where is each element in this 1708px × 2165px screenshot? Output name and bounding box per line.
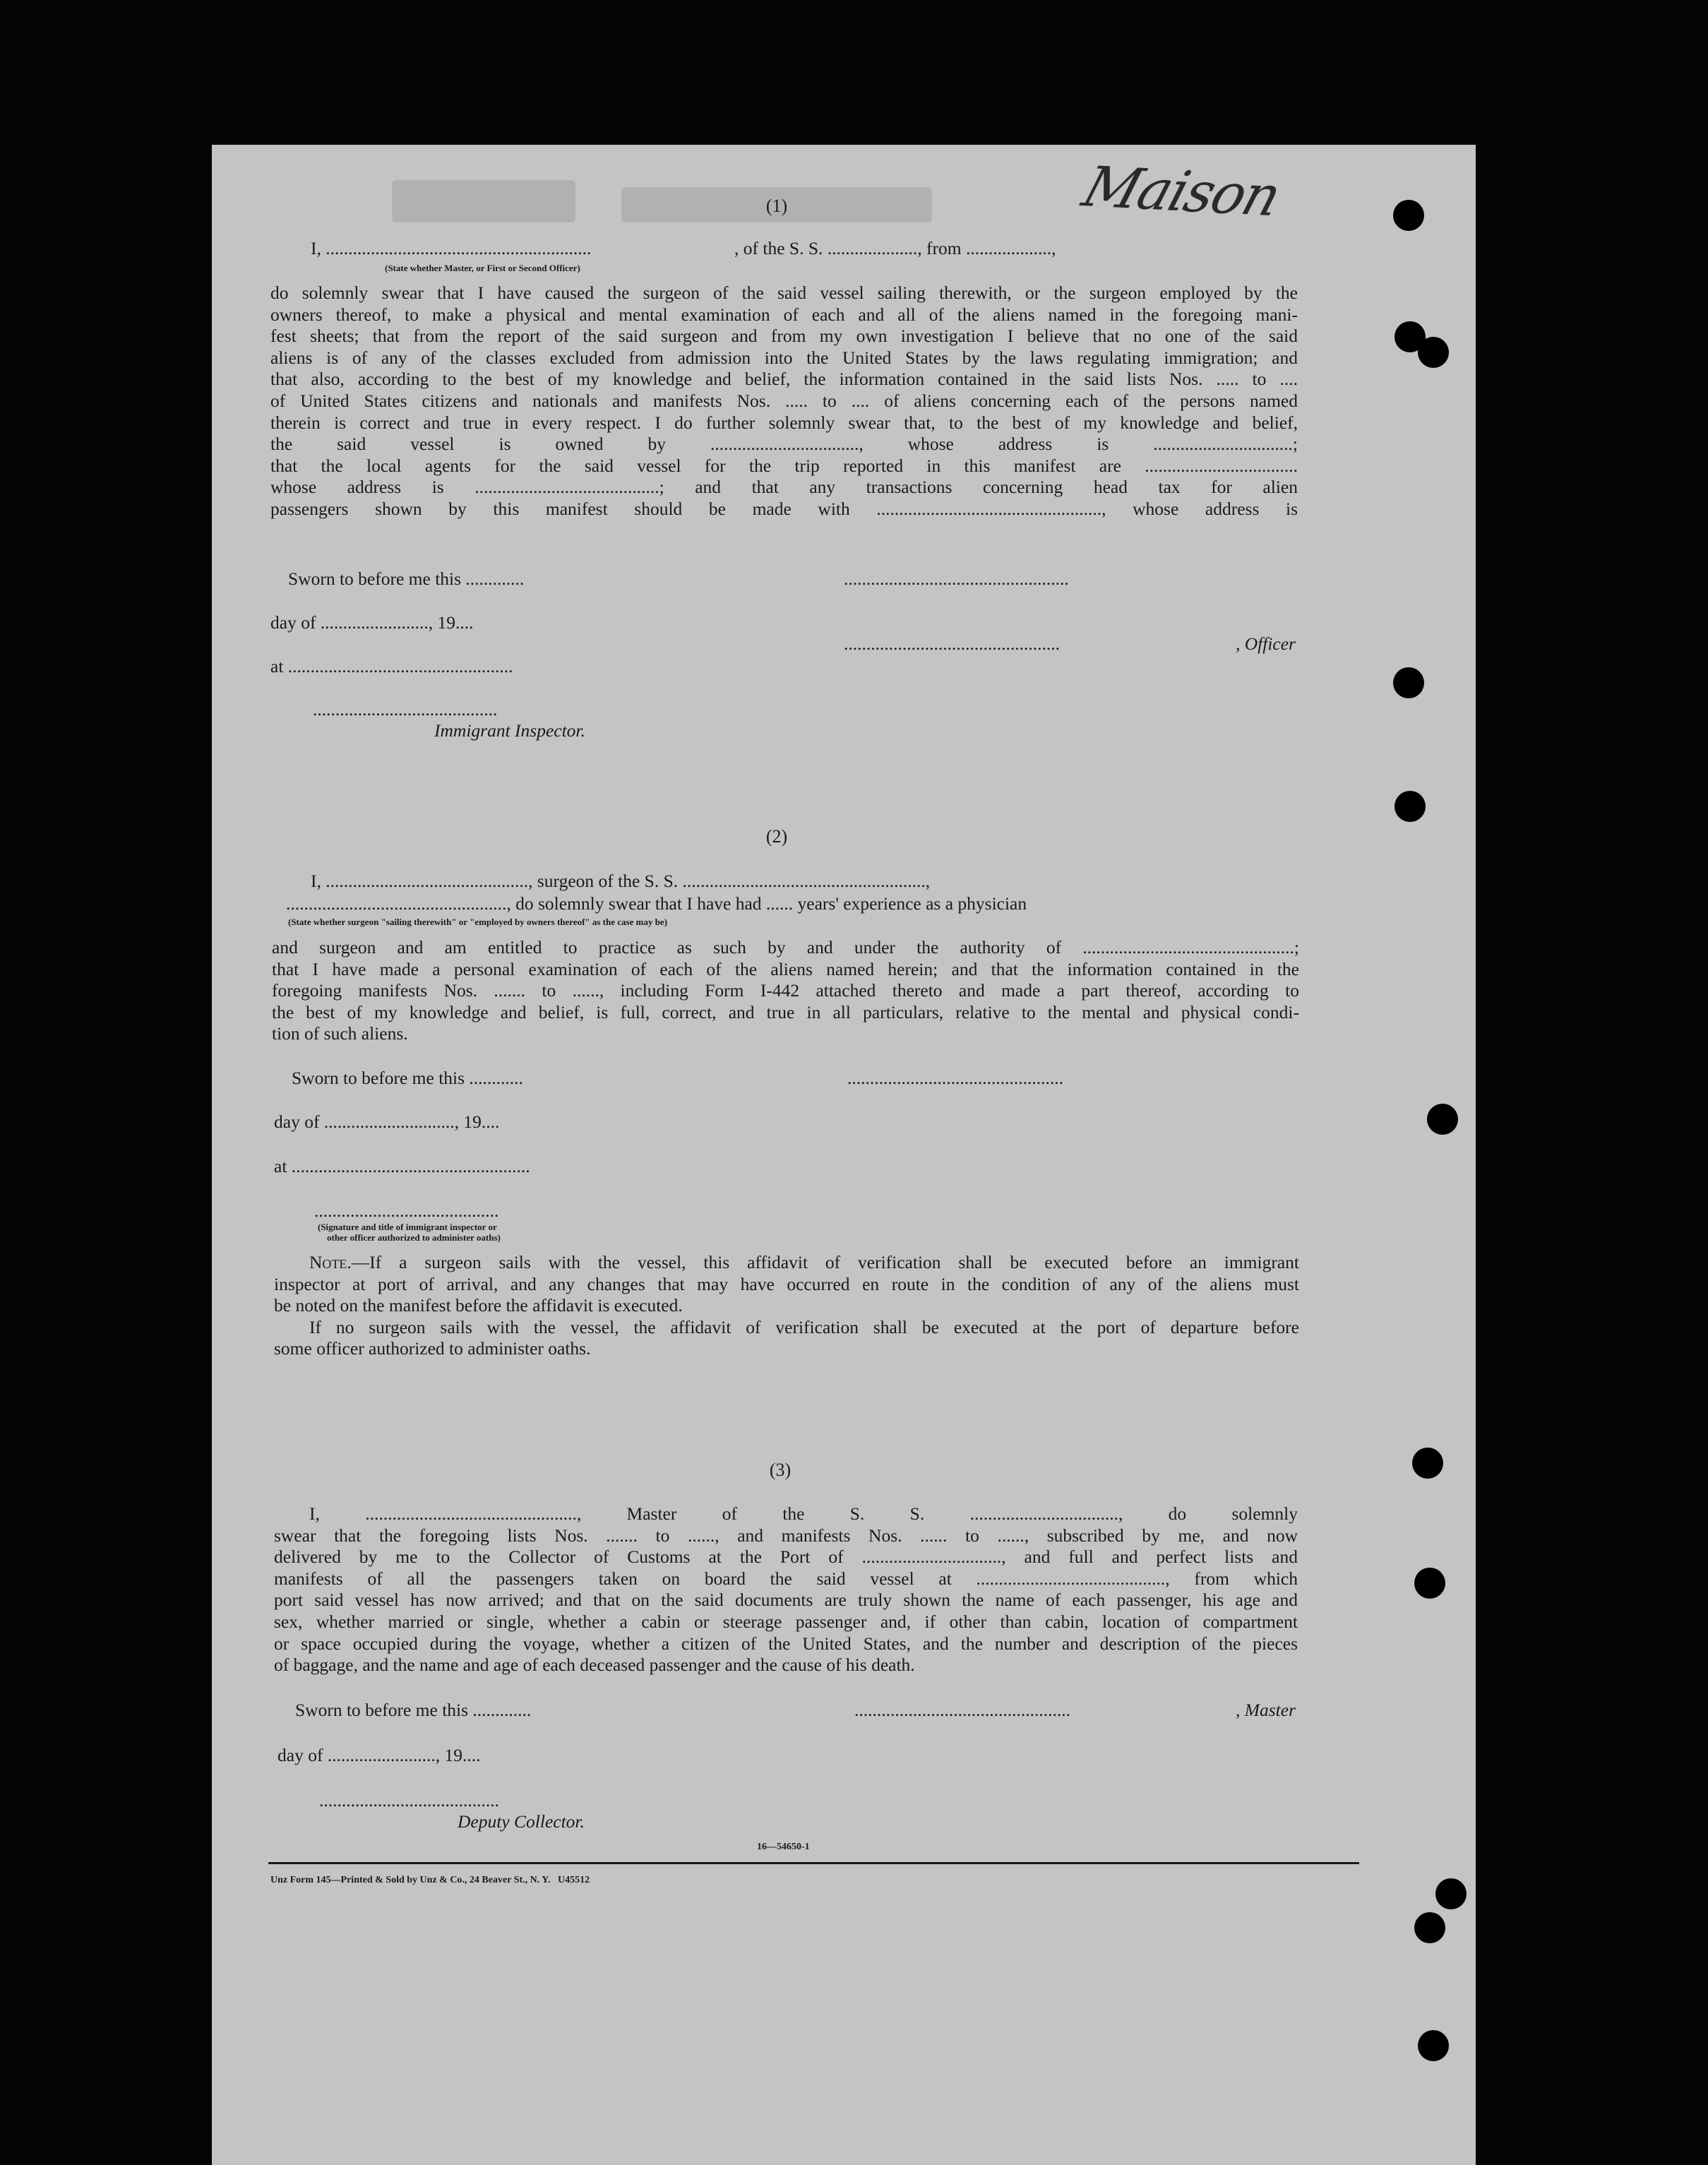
document-page: [212, 145, 1476, 2165]
s3-body-line: or space occupied during the voyage, whether a citizen of the United States, and the number and description of the pieces: [274, 1633, 1298, 1654]
s2-line2: ................................................., do solemnly swear that I have had ...... years' experience as a physician: [286, 893, 1027, 914]
s1-body: [270, 282, 1298, 520]
s3-body-line: sex, whether married or single, whether a cabin or steerage passenger and, if other than cabin, location of compartment: [274, 1611, 1298, 1632]
s1-subcaption: (State whether Master, or First or Second Officer): [385, 263, 580, 273]
s1-officer-dots: ................................................: [844, 633, 1060, 654]
section-2-number: (2): [765, 826, 788, 847]
s1-sworn: Sworn to before me this .............: [288, 568, 525, 589]
s1-body-line: aliens is of any of the classes excluded from admission into the United States by the laws regulating immigration; and: [270, 347, 1298, 368]
s1-officer-label: , Officer: [1236, 633, 1296, 654]
s2-inspector-note: other officer authorized to administer oaths): [327, 1232, 501, 1243]
s3-body-line: port said vessel has now arrived; and that on the said documents are truly shown the name of each passenger, his age and: [274, 1590, 1298, 1611]
s2-body-line: the best of my knowledge and belief, is full, correct, and true in all particulars, relative to the mental and physical condi-: [272, 1001, 1299, 1022]
s1-signature-dots: ..................................................: [844, 568, 1069, 589]
s1-body-line: the said vessel is owned by ................................., whose address is ...............................;: [270, 434, 1298, 455]
section-3-number: (3): [769, 1460, 792, 1480]
punch-hole: [1427, 1104, 1458, 1135]
s2-line1: I, ............................................., surgeon of the S. S. ......................................................,: [311, 871, 931, 891]
punch-hole: [1414, 1568, 1445, 1599]
s1-line1-left: I, ...........................................................: [311, 238, 592, 258]
s2-at: at .....................................................: [274, 1156, 530, 1176]
s1-body-line: that the local agents for the said vessel for the trip reported in this manifest are ..................................: [270, 455, 1298, 476]
s3-body-line: I, ..............................................., Master of the S. S. ................................., do solemnly: [309, 1503, 1298, 1524]
s1-line1-right: , of the S. S. ...................., from ...................,: [734, 238, 1056, 258]
handwritten-name: Maison: [1075, 155, 1288, 229]
s2-note2-line: If no surgeon sails with the vessel, the affidavit of verification shall be executed at the port of departure before: [309, 1316, 1299, 1337]
s3-master-dots: ................................................: [854, 1700, 1070, 1720]
punch-hole: [1414, 1912, 1445, 1943]
s1-day: day of ........................, 19....: [270, 612, 474, 633]
note-text: —If a surgeon sails with the vessel, this affidavit of verification shall be executed before an immigrant: [351, 1252, 1299, 1272]
s2-body: [272, 937, 1299, 1045]
s2-day: day of ............................., 19....: [274, 1111, 500, 1132]
s2-note-line: inspector at port of arrival, and any changes that may have occurred en route in the condition of any of the aliens must: [274, 1273, 1299, 1294]
s3-day: day of ........................, 19....: [277, 1745, 481, 1765]
s1-body-line: that also, according to the best of my knowledge and belief, the information contained in the said lists Nos. ..... to ....: [270, 369, 1298, 390]
bleed-smudge: [392, 180, 575, 222]
s2-subcaption: (State whether surgeon "sailing therewith" or "employed by owners thereof" as the case may be): [288, 917, 668, 927]
s1-body-line: passengers shown by this manifest should be made with .................................................., whose address is: [270, 498, 1298, 519]
s1-body-line: whose address is .........................................; and that any transactions concerning head tax for alien: [270, 477, 1298, 498]
s2-body-line: tion of such aliens.: [272, 1023, 408, 1044]
s2-body-line: and surgeon and am entitled to practice as such by and under the authority of ...............................................;: [272, 937, 1299, 958]
s1-inspector-dots: .........................................: [313, 699, 498, 720]
s1-body-line: therein is correct and true in every respect. I do further solemnly swear that, to the best of my knowledge and belief,: [270, 412, 1298, 433]
s1-at: at ..................................................: [270, 656, 513, 676]
s3-sworn: Sworn to before me this .............: [295, 1700, 532, 1720]
s3-master-label: , Master: [1236, 1700, 1296, 1720]
s1-inspector-label: Immigrant Inspector.: [434, 720, 585, 741]
s2-note: [274, 1252, 1299, 1360]
s1-body-line: owners thereof, to make a physical and mental examination of each and all of the aliens named in the foregoing mani-: [270, 304, 1298, 325]
printer-footer: Unz Form 145—Printed & Sold by Unz & Co., 24 Beaver St., N. Y. U45512: [270, 1875, 590, 1885]
punch-hole: [1393, 200, 1424, 231]
s3-body-line: swear that the foregoing lists Nos. ....... to ......, and manifests Nos. ...... to ......, subscribed by me, and now: [274, 1525, 1298, 1546]
s1-body-line: fest sheets; that from the report of the said surgeon and from my own investigation I believe that no one of the said: [270, 326, 1298, 347]
footer-rule: [268, 1862, 1359, 1864]
form-code: 16—54650-1: [757, 1842, 810, 1852]
note-label: Note.: [309, 1252, 352, 1272]
s3-body-line: delivered by me to the Collector of Customs at the Port of ..............................., and full and perfect lists and: [274, 1546, 1298, 1568]
s2-body-line: foregoing manifests Nos. ....... to ......, including Form I-442 attached thereto and made a part thereof, according to: [272, 980, 1299, 1001]
s2-inspector-note: (Signature and title of immigrant inspector or: [318, 1222, 497, 1232]
punch-hole: [1412, 1448, 1443, 1479]
punch-hole: [1418, 337, 1449, 368]
s3-body-line: of baggage, and the name and age of each deceased passenger and the cause of his death.: [274, 1654, 915, 1676]
s2-note2-line: some officer authorized to administer oaths.: [274, 1338, 591, 1359]
s2-body-line: that I have made a personal examination of each of the aliens named herein; and that the information contained in the: [272, 958, 1299, 979]
punch-hole: [1393, 667, 1424, 698]
s1-body-line: do solemnly swear that I have caused the surgeon of the said vessel sailing therewith, or the surgeon employed by the: [270, 282, 1298, 303]
s3-body-line: manifests of all the passengers taken on board the said vessel at .........................................., from which: [274, 1568, 1298, 1589]
s2-sworn: Sworn to before me this ............: [292, 1068, 523, 1088]
punch-hole: [1418, 2030, 1449, 2061]
s2-inspector-dots: .........................................: [314, 1200, 499, 1221]
s2-note-line: be noted on the manifest before the affidavit is executed.: [274, 1295, 683, 1316]
s3-body: [274, 1503, 1298, 1676]
s1-body-line: of United States citizens and nationals and manifests Nos. ..... to .... of aliens concerning each of the persons named: [270, 390, 1298, 411]
s3-collector-label: Deputy Collector.: [458, 1811, 585, 1832]
punch-hole: [1395, 791, 1426, 822]
section-1-number: (1): [765, 196, 788, 216]
s2-signature-dots: ................................................: [847, 1068, 1063, 1088]
s3-collector-dots: ........................................: [319, 1790, 499, 1811]
s2-note-line: [274, 1252, 1299, 1274]
punch-hole: [1435, 1878, 1467, 1909]
